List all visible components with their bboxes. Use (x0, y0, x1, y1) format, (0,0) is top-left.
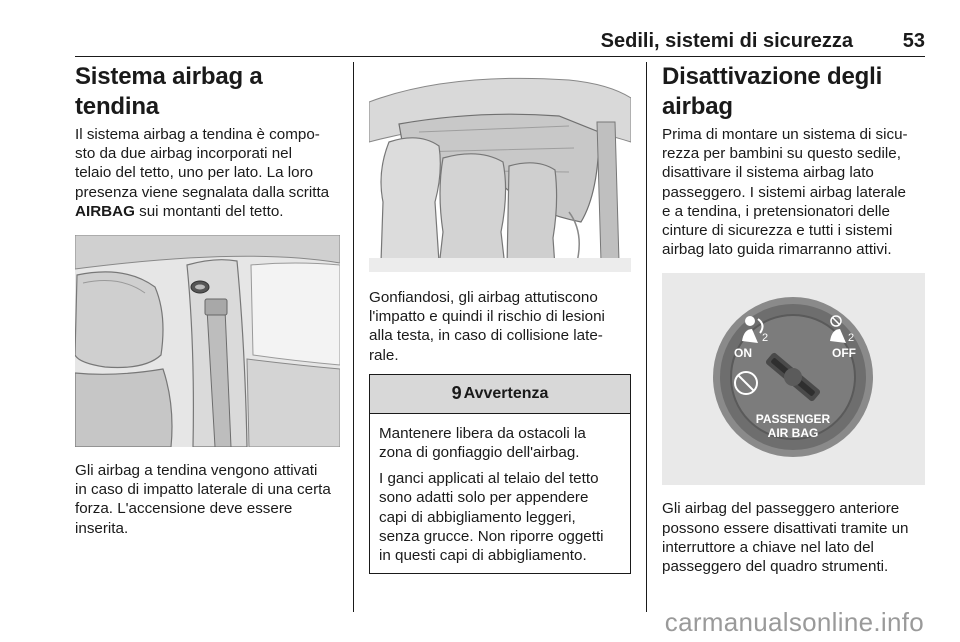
switch-off-label: OFF (832, 346, 856, 361)
column-1 (75, 62, 340, 538)
curtain-airbag-illustration (369, 62, 631, 272)
deactivation-paragraph: Prima di montare un sistema di sicu- rezza per bambini su questo sedile, disattivare il sistema airbag lato passeggero. I sistemi airbag laterale e a tendina, i pretensionatori delle cinture di sicurezza e tutti i sistemi airbag lato guida rimarranno attivi. (662, 126, 908, 259)
column-2 (369, 62, 631, 574)
key-switch-illustration (662, 273, 925, 485)
heading-airbag-deactivation: Disattivazione degli airbag (662, 63, 883, 120)
key-switch-paragraph: Gli airbag del passeggero anteriore possono essere disattivati tramite un interruttore a chiave nel lato del passeggero del quadro strumenti. (662, 500, 909, 576)
switch-label-passenger: PASSENGER (755, 412, 831, 427)
intro-text-end: sui montanti del tetto. (134, 202, 284, 220)
watermark: carmanualsonline.info (664, 607, 924, 637)
page-number: 53 (902, 30, 925, 52)
intro-paragraph (75, 125, 340, 221)
warning-title: Avvertenza (463, 384, 549, 402)
seat-number-on: 2 (762, 332, 769, 345)
column-divider (353, 62, 354, 612)
switch-label-airbag: AIR BAG (767, 426, 819, 441)
pillar-drawing (75, 235, 340, 447)
switch-on-label: ON (734, 346, 752, 361)
warning-box (369, 374, 631, 574)
key-switch-drawing (662, 273, 925, 485)
warning-header (370, 375, 630, 414)
seat-number-off: 2 (848, 332, 855, 345)
airbag-label: AIRBAG (75, 202, 135, 220)
curtain-drawing (369, 62, 631, 272)
activation-paragraph: Gli airbag a tendina vengono attivati in caso di impatto laterale di una certa forza. L'accensione deve essere inserita. (75, 462, 331, 537)
warning-text-2: I ganci applicati al telaio del tetto sono adatti solo per appendere capi di abbigliamento leggeri, senza grucce. Non riporre oggetti in questi capi di abbigliamento. (379, 470, 604, 565)
page-header (75, 30, 925, 57)
warning-icon: 9 (451, 383, 462, 404)
intro-text: Il sistema airbag a tendina è compo- sto da due airbag incorporati nel telaio del tetto, uno per lato. La loro presenza viene segnalata dalla scritta (75, 126, 330, 201)
column-divider (646, 62, 647, 612)
warning-text-1: Mantenere libera da ostacoli la zona di gonfiaggio dell'airbag. (379, 424, 586, 462)
warning-body (370, 414, 630, 573)
deployment-paragraph: Gonfiandosi, gli airbag attutiscono l'impatto e quindi il rischio di lesioni alla testa, in caso di collisione late- rale. (369, 289, 605, 364)
column-3 (662, 62, 925, 576)
pillar-airbag-illustration (75, 235, 340, 447)
heading-curtain-airbag: Sistema airbag a tendina (75, 63, 263, 120)
section-title: Sedili, sistemi di sicurezza (600, 30, 853, 52)
